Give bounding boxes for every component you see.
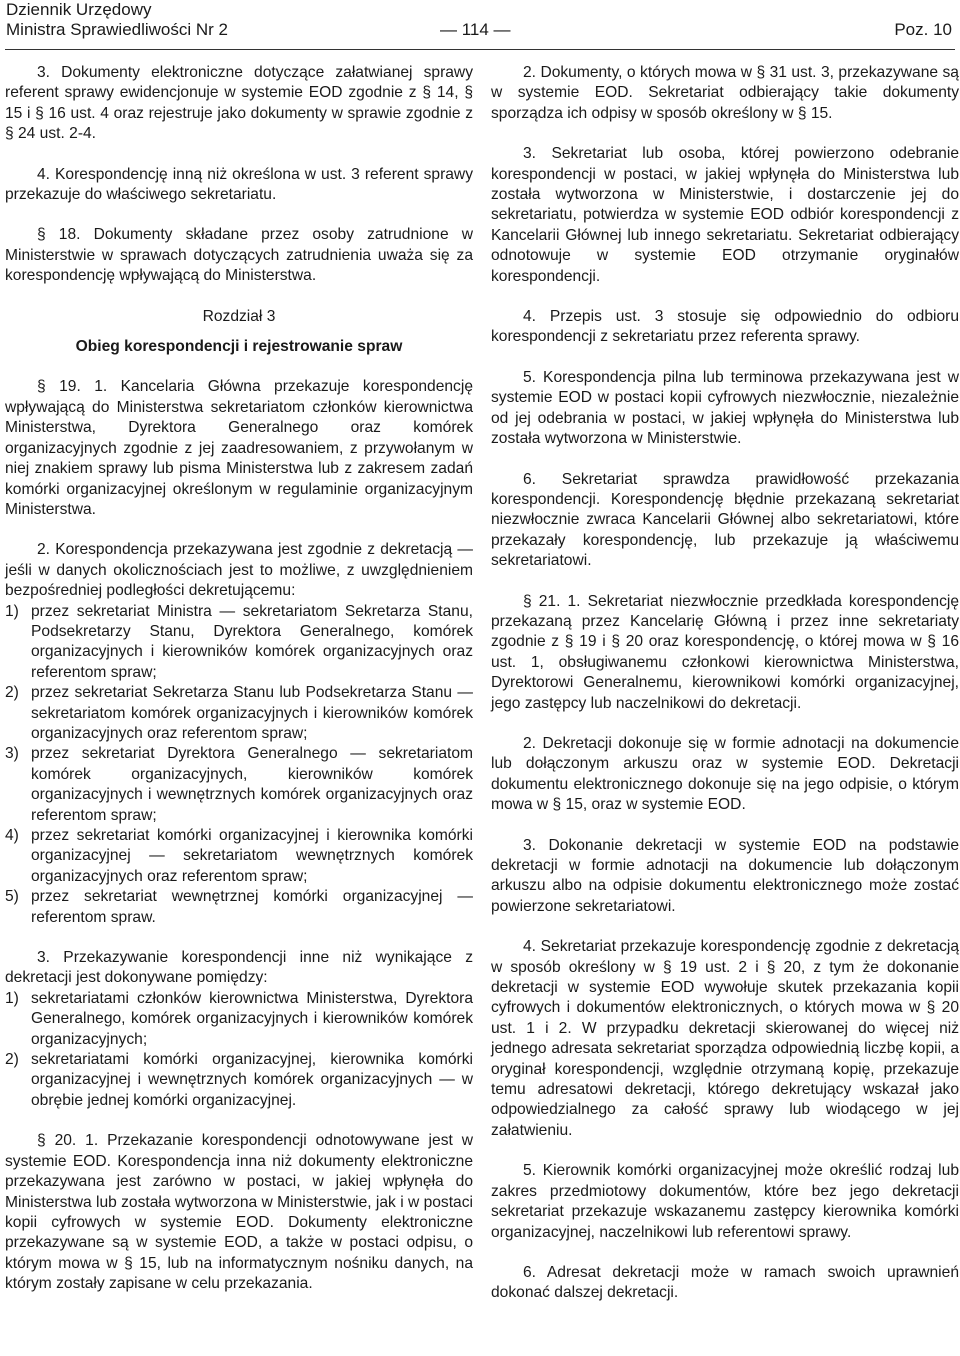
chapter-title: Obieg korespondencji i rejestrowanie spraw bbox=[75, 338, 403, 356]
list-item bbox=[5, 887, 473, 928]
paragraph: 2. Korespondencja przekazywana jest zgodnie z dekretacją — jeśli w danych okolicznościach jest to możliwe, z uwzględnieniem bezpośredniej podległości dekretującemu: bbox=[5, 541, 473, 600]
paragraph: 3. Dokonanie dekretacji w systemie EOD na podstawie dekretacji w formie adnotacji na dokumencie lub dołączonym arkuszu albo na odpisie dokumentu elektronicznego może zostać powierzone sekretariatowi. bbox=[491, 836, 959, 915]
list-item bbox=[5, 1050, 473, 1111]
numbered-list bbox=[5, 602, 473, 929]
paragraph: 3. Przekazywanie korespondencji inne niż wynikające z dekretacji jest dokonywane pomiędzy: bbox=[5, 949, 473, 987]
list-item-number: 1) bbox=[5, 989, 19, 1007]
list-item-number: 5) bbox=[5, 888, 19, 906]
paragraph: 4. Korespondencję inną niż określona w ust. 3 referent sprawy przekazuje do właściwego sekretariatu. bbox=[5, 165, 473, 204]
header-divider bbox=[5, 49, 955, 50]
list-item-number: 3) bbox=[5, 745, 19, 763]
list-item bbox=[5, 602, 473, 684]
paragraph: 5. Kierownik komórki organizacyjnej może określić rodzaj lub zakres przedmiotowy dokumentów, które bez jego dekretacji sekretariat przekazuje wskazanemu zastępcy kierownika komórki organizacyjnej, naczelnikowi lub referentowi sprawy. bbox=[491, 1162, 959, 1241]
list-item bbox=[5, 683, 473, 744]
list-item-text: przez sekretariat Sekretarza Stanu lub Podsekretarza Stanu — sekretariatom komórek organizacyjnych i kierowników komórek organizacyjnych oraz referentom spraw; bbox=[31, 684, 473, 742]
issuer-title: Ministra Sprawiedliwości Nr 2 bbox=[6, 20, 229, 39]
list-item-number: 4) bbox=[5, 827, 19, 844]
page-header bbox=[0, 0, 960, 50]
list-item bbox=[5, 826, 473, 887]
journal-title: Dziennik Urzędowy bbox=[6, 0, 152, 19]
paragraph: 2. Dekretacji dokonuje się w formie adnotacji na dokumencie lub dołączonym arkuszu oraz w systemie EOD. Dekretacji dokumentu elektronicznego dokonuje się na jego odpisie, o którym mowa w § 15, oraz w systemie EOD. bbox=[491, 734, 959, 814]
list-item-number: 2) bbox=[5, 1051, 19, 1069]
chapter-number: Rozdział 3 bbox=[202, 307, 276, 325]
page-number: — 114 — bbox=[440, 20, 511, 39]
list-item-number: 1) bbox=[5, 602, 19, 620]
left-column bbox=[5, 63, 473, 1315]
paragraph: § 20. 1. Przekazanie korespondencji odnotowywane jest w systemie EOD. Korespondencja inna niż dokumenty elektroniczne przekazywana jest zarówno w postaci, w jakiej wpłynęła do Ministerstwa lub została wytworzona w Ministerstwie, jak i w postaci kopii cyfrowych w systemie EOD. Dokumenty elektroniczne przekazywane są w systemie EOD, a także w postaci odpisu, o którym mowa w § 15, lub na informatycznym nośniku danych, na którym zostały zapisane w celu przekazania. bbox=[5, 1132, 473, 1293]
list-item bbox=[5, 989, 473, 1050]
paragraph: 2. Dokumenty, o których mowa w § 31 ust. 3, przekazywane są w systemie EOD. Sekretariat odbierający takie dokumenty sporządza ich odpisy w sposób określony w § 15. bbox=[491, 64, 959, 122]
paragraph: § 19. 1. Kancelaria Główna przekazuje korespondencję wpływającą do Ministerstwa sekretariatom członków kierownictwa Ministerstwa, Dyrektora Generalnego oraz komórek organizacyjnych zgodnie z jej zaadresowaniem, z przywołanym w niej znakiem sprawy lub pisma Ministerstwa lub z zakresem zadań komórki organizacyjnej określonym w regulaminie organizacyjnym Ministerstwa. bbox=[5, 378, 473, 518]
right-column bbox=[491, 63, 959, 1324]
paragraph: § 18. Dokumenty składane przez osoby zatrudnione w Ministerstwie w sprawach dotyczących zatrudnienia uważa się za korespondencję wpływającą do Ministerstwa. bbox=[5, 226, 473, 285]
paragraph: 4. Sekretariat przekazuje korespondencję zgodnie z dekretacją w sposób określony w § 19 ust. 2 i § 20, z tym że dokonanie dekretacji w systemie EOD wywołuje skutek przekazania kopii cyfrowych i dokumentów elektronicznych, o których mowa w § 20 ust. 1 i 2. W przypadku dekretacji skierowanej do więcej niż jednego adresata sekretariat sporządza odpowiednią liczbę kopii, a oryginał korespondencji, względnie otrzymaną kopię, przekazuje temu adresatowi dekretacji, którego dekretujący wskazał jako odpowiedzialnego za całość sprawy lub wiodącego w jej załatwieniu. bbox=[491, 938, 959, 1139]
paragraph: 4. Przepis ust. 3 stosuje się odpowiednio do odbioru korespondencji z sekretariatu przez referenta sprawy. bbox=[491, 308, 959, 346]
paragraph: 3. Dokumenty elektroniczne dotyczące załatwianej sprawy referent sprawy ewidencjonuje w systemie EOD zgodnie z § 14, § 15 i § 16 ust. 4 oraz rejestruje jako dokumenty w sprawie zgodnie z § 24 ust. 2-4. bbox=[5, 64, 473, 143]
list-item-text: przez sekretariat komórki organizacyjnej i kierownika komórki organizacyjnej — sekretariatom wewnętrznych komórek organizacyjnych oraz referentom spraw; bbox=[31, 827, 473, 885]
position-number: Poz. 10 bbox=[894, 20, 952, 39]
list-item-number: 2) bbox=[5, 684, 19, 702]
list-item-text: sekretariatami członków kierownictwa Ministerstwa, Dyrektora Generalnego, komórek organizacyjnych i kierowników komórek organizacyjnych; bbox=[31, 989, 473, 1048]
paragraph: 3. Sekretariat lub osoba, której powierzono odebranie korespondencji w postaci, w jakiej wpłynęła do Ministerstwa lub została wytworzona w Ministerstwie, i dostarczenie jej do sekretariatu, potwierdza w systemie EOD odbiór korespondencji z Kancelarii Głównej lub innego sekretariatu. Sekretariat odbierający odnotowuje w systemie EOD otrzymanie oryginałów korespondencji. bbox=[491, 145, 959, 285]
list-item-text: przez sekretariat Dyrektora Generalnego — sekretariatom komórek organizacyjnych, kierowników komórek organizacyjnych i wewnętrznych komórek organizacyjnych oraz referentom spraw; bbox=[31, 745, 473, 824]
list-item bbox=[5, 744, 473, 826]
list-item-text: przez sekretariat wewnętrznej komórki organizacyjnej — referentom spraw. bbox=[31, 888, 473, 926]
list-item-text: sekretariatami komórki organizacyjnej, kierownika komórki organizacyjnej i wewnętrznych komórek organizacyjnych — w obrębie jednej komórki organizacyjnej. bbox=[31, 1051, 473, 1109]
list-item-text: przez sekretariat Ministra — sekretariatom Sekretarza Stanu, Podsekretarzy Stanu, Dyrektora Generalnego, komórek organizacyjnych i kierowników komórek organizacyjnych oraz referentom spraw; bbox=[31, 602, 473, 681]
paragraph: § 21. 1. Sekretariat niezwłocznie przedkłada korespondencję przekazaną przez Kancelarię Główną i przez inne sekretariaty zgodnie z § 19 i § 20 oraz korespondencję, o której mowa w § 16 ust. 1, obsługiwanemu członkowi kierownictwa Ministerstwa, Dyrektorowi Generalnemu, kierownikowi komórki organizacyjnej, jego zastępcy lub naczelnikowi do dekretacji. bbox=[491, 592, 959, 712]
paragraph: 6. Sekretariat sprawdza prawidłowość przekazania korespondencji. Korespondencję błędnie przekazaną sekretariat niezwłocznie zwraca Kancelarii Głównej albo sekretariatowi, które przekazały korespondencję, lub przekazuje ją właściwemu sekretariatowi. bbox=[491, 470, 959, 570]
paragraph: 5. Korespondencja pilna lub terminowa przekazywana jest w systemie EOD w postaci kopii cyfrowych niezwłocznie, niezależnie od jej odebrania w postaci, w jakiej wpłynęła do Ministerstwa lub została wytworzona w Ministerstwie. bbox=[491, 368, 959, 448]
numbered-list bbox=[5, 989, 473, 1111]
paragraph: 6. Adresat dekretacji może w ramach swoich uprawnień dokonać dalszej dekretacji. bbox=[491, 1263, 959, 1302]
